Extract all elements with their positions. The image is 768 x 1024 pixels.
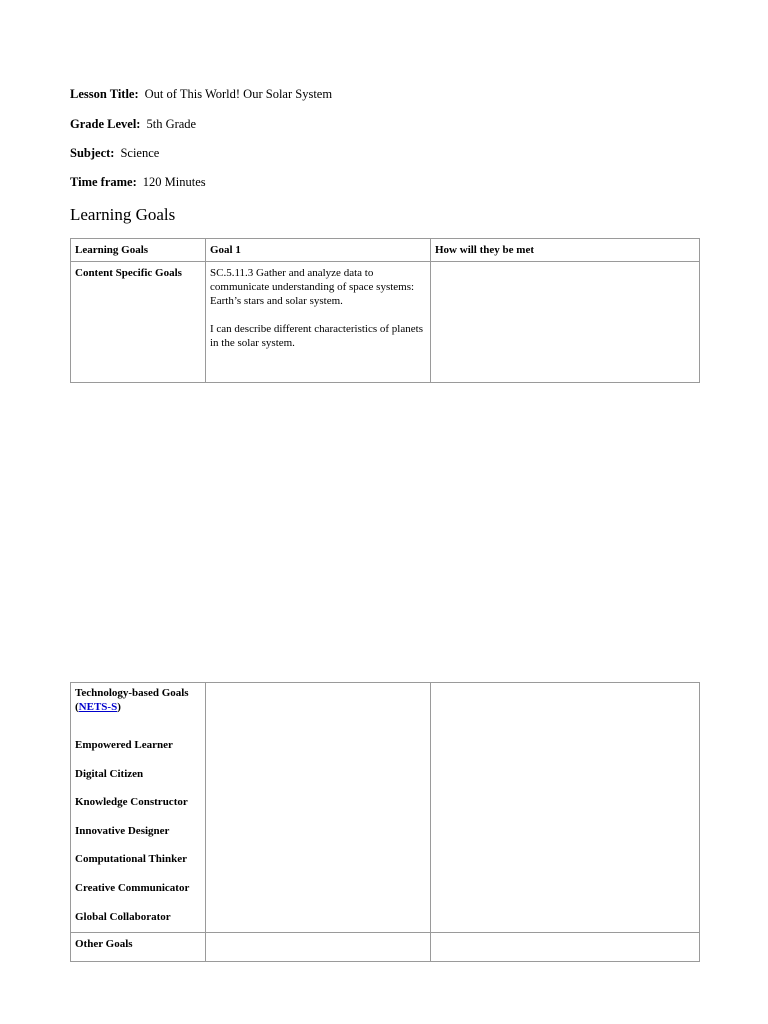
header-learning-goals: Learning Goals <box>71 239 206 262</box>
list-item: Knowledge Constructor <box>75 796 188 809</box>
goal-1-cell <box>206 262 431 383</box>
header-goal-1: Goal 1 <box>206 239 431 262</box>
list-item: Innovative Designer <box>75 824 170 837</box>
technology-goal-cell <box>206 683 431 933</box>
time-frame-value: 120 Minutes <box>142 175 206 189</box>
grade-level-value: 5th Grade <box>146 117 197 131</box>
grade-level-label: Grade Level: <box>70 117 141 131</box>
list-item: Empowered Learner <box>75 739 173 751</box>
other-goal-cell <box>206 933 431 962</box>
open-paren: ( <box>75 701 79 713</box>
content-specific-goals-label: Content Specific Goals <box>71 262 206 383</box>
subject-label: Subject: <box>70 146 115 160</box>
nets-standards-list <box>75 738 201 924</box>
lesson-title-line <box>70 86 332 102</box>
subject-value: Science <box>120 146 160 160</box>
other-goals-label: Other Goals <box>71 933 206 962</box>
technology-how-met-cell <box>431 683 700 933</box>
time-frame-line <box>70 174 206 190</box>
list-item: Global Collaborator <box>75 910 171 923</box>
goal-standard-text: SC.5.11.3 Gather and analyze data to communicate understanding of space systems: Earth’s stars and solar system. <box>210 267 415 307</box>
subject-line <box>70 145 159 161</box>
table-header-row <box>71 239 700 262</box>
lesson-title-label: Lesson Title: <box>70 87 139 101</box>
table-row <box>71 262 700 383</box>
table-row <box>71 683 700 933</box>
grade-level-line <box>70 116 196 132</box>
technology-goals-label <box>75 686 201 714</box>
other-how-met-cell <box>431 933 700 962</box>
header-how-met: How will they be met <box>431 239 700 262</box>
nets-s-link[interactable]: NETS-S <box>78 701 118 713</box>
technology-goals-cell <box>71 683 206 933</box>
list-item: Creative Communicator <box>75 881 190 894</box>
close-paren: ) <box>117 701 121 713</box>
learning-goals-heading: Learning Goals <box>70 205 176 224</box>
list-item: Digital Citizen <box>75 767 144 780</box>
technology-goals-text: Technology-based Goals <box>75 687 189 699</box>
time-frame-label: Time frame: <box>70 175 137 189</box>
how-met-cell <box>431 262 700 383</box>
technology-goals-table <box>70 682 700 962</box>
table-row <box>71 933 700 962</box>
list-item: Computational Thinker <box>75 853 187 866</box>
learning-goals-table <box>70 238 700 383</box>
lesson-title-value: Out of This World! Our Solar System <box>144 87 333 101</box>
goal-i-can-text: I can describe different characteristics of planets in the solar system. <box>210 323 423 349</box>
